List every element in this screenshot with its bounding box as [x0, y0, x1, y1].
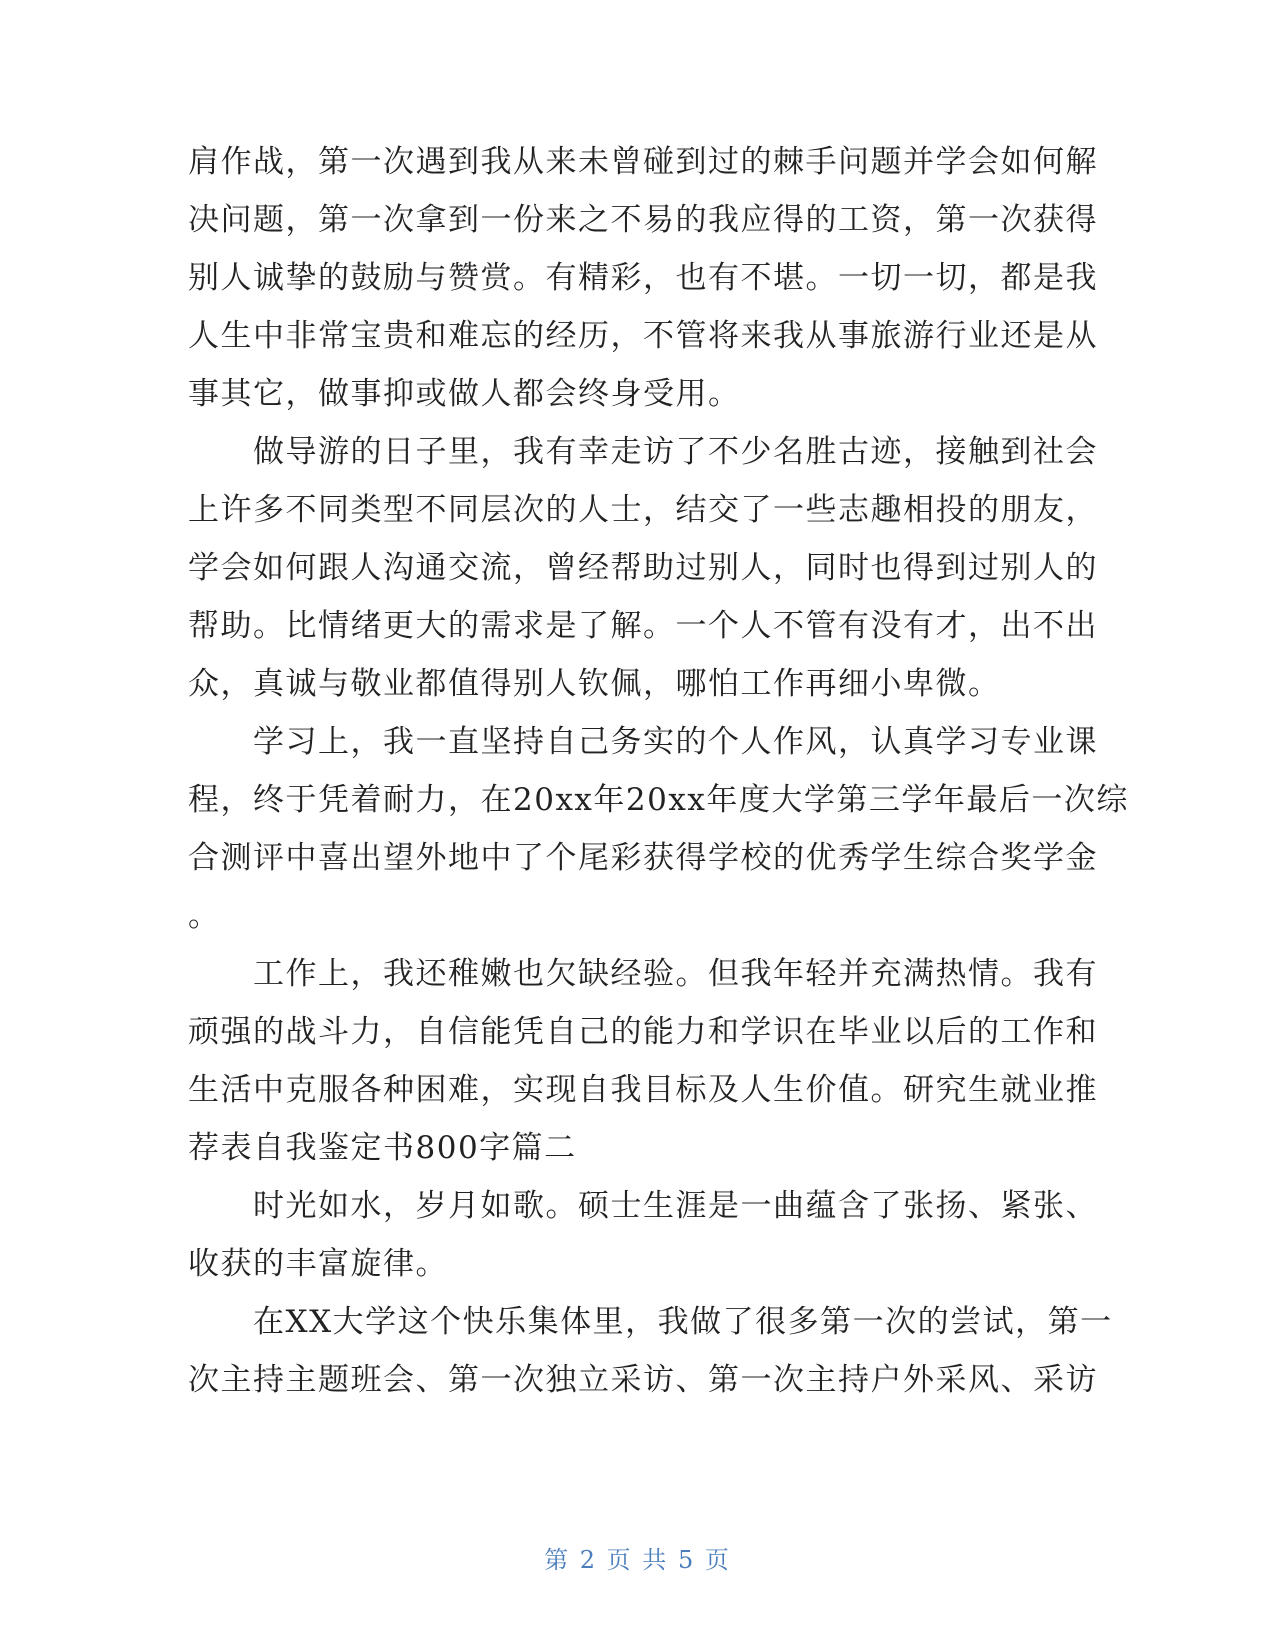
text-line: 顽强的战斗力，自信能凭自己的能力和学识在毕业以后的工作和 [188, 1014, 1098, 1050]
text-line: 工作上，我还稚嫩也欠缺经验。但我年轻并充满热情。我有 [188, 956, 1098, 992]
text-line: 时光如水，岁月如歌。硕士生涯是一曲蕴含了张扬、紧张、 [188, 1188, 1098, 1224]
text-line: 在XX大学这个快乐集体里，我做了很多第一次的尝试，第一 [188, 1304, 1113, 1340]
text-line: 合测评中喜出望外地中了个尾彩获得学校的优秀学生综合奖学金 [188, 840, 1098, 876]
page-number-footer: 第 2 页 共 5 页 [544, 1546, 731, 1574]
text-line: 荐表自我鉴定书800字篇二 [188, 1130, 577, 1166]
text-line: 程，终于凭着耐力，在20xx年20xx年度大学第三学年最后一次综 [188, 782, 1129, 818]
text-line: 生活中克服各种困难，实现自我目标及人生价值。研究生就业推 [188, 1072, 1098, 1108]
text-line: 别人诚挚的鼓励与赞赏。有精彩，也有不堪。一切一切，都是我 [188, 260, 1098, 296]
text-line: 上许多不同类型不同层次的人士，结交了一些志趣相投的朋友， [188, 492, 1098, 528]
text-line: 收获的丰富旋律。 [188, 1246, 448, 1282]
text-line: 帮助。比情绪更大的需求是了解。一个人不管有没有才，出不出 [188, 608, 1098, 644]
text-line: 做导游的日子里，我有幸走访了不少名胜古迹，接触到社会 [188, 434, 1098, 470]
text-line: 决问题，第一次拿到一份来之不易的我应得的工资，第一次获得 [188, 202, 1098, 238]
text-line: 。 [188, 898, 221, 934]
text-line: 学习上，我一直坚持自己务实的个人作风，认真学习专业课 [188, 724, 1098, 760]
text-line: 学会如何跟人沟通交流，曾经帮助过别人，同时也得到过别人的 [188, 550, 1098, 586]
text-line: 众，真诚与敬业都值得别人钦佩，哪怕工作再细小卑微。 [188, 666, 1001, 702]
text-line: 人生中非常宝贵和难忘的经历，不管将来我从事旅游行业还是从 [188, 318, 1098, 354]
text-line: 事其它，做事抑或做人都会终身受用。 [188, 376, 741, 412]
text-line: 肩作战，第一次遇到我从来未曾碰到过的棘手问题并学会如何解 [188, 144, 1098, 180]
text-line: 次主持主题班会、第一次独立采访、第一次主持户外采风、采访 [188, 1362, 1098, 1398]
